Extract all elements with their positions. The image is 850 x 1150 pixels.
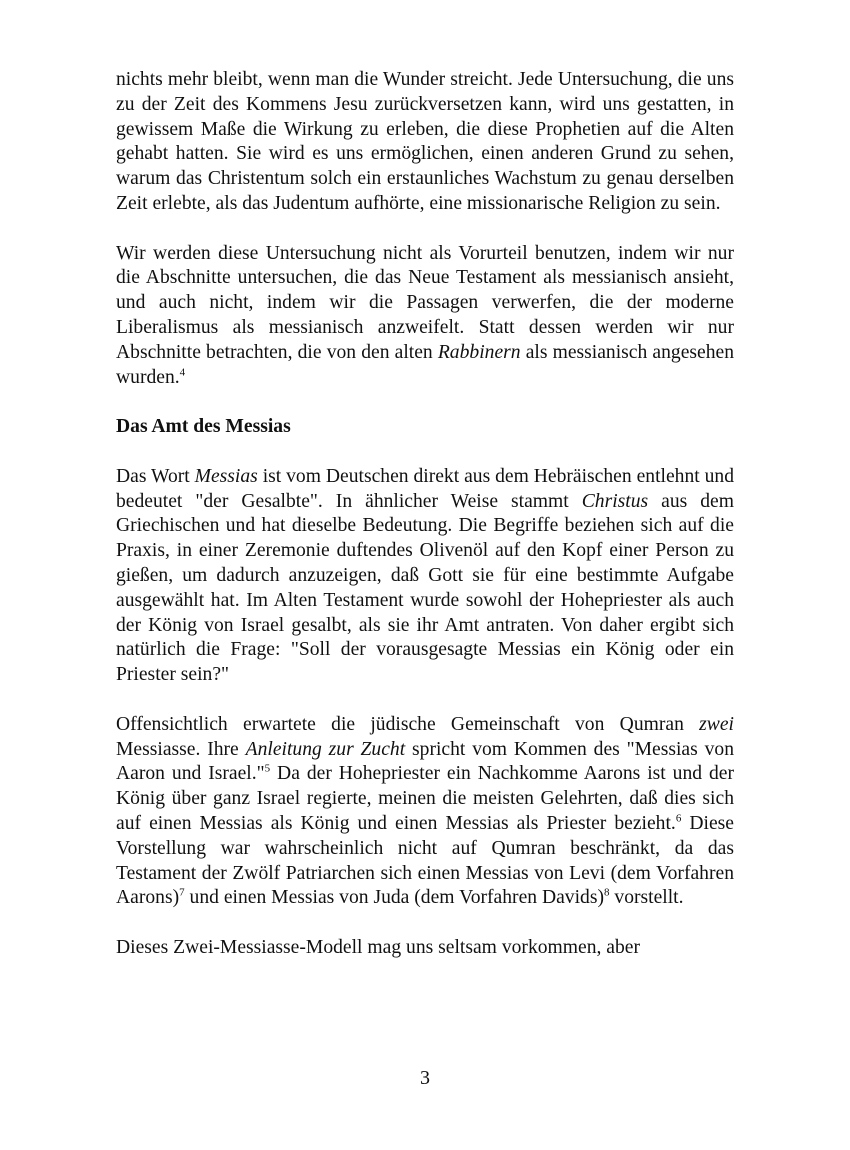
page-number: 3	[420, 1067, 430, 1089]
footnote-ref-6[interactable]: 6	[675, 812, 682, 825]
paragraph-3-text-e: aus dem Griechischen und hat dieselbe Bedeutung. Die Begriffe beziehen sich auf die Praxis, in einer Zeremonie duftendes Olivenöl auf den Kopf einer Person zu gießen, um dadurch anzuzeigen, daß Gott sie für eine bestimmte Aufgabe ausgewählt hat. Im Alten Testament wurde sowohl der Hohepriester als auch der König von Israel gesalbt, als sie ihr Amt antraten. Von daher ergibt sich natürlich die Frage: "Soll der vorausgesagte Messias ein König oder ein Priester sein?"	[116, 490, 734, 686]
paragraph-1-text: nichts mehr bleibt, wenn man die Wunder streicht. Jede Untersuchung, die uns zu der Zeit des Kommens Jesu zurückversetzen kann, wird uns gestatten, in gewissem Maße die Wirkung zu erleben, die diese Prophetien auf die Alten gehabt hatten. Sie wird es uns ermöglichen, einen anderen Grund zu sehen, warum das Christentum solch ein erstaunliches Wachstum zu genau derselben Zeit erlebte, als das Judentum aufhörte, eine missionarische Religion zu sein.	[116, 69, 734, 214]
footnote-ref-4[interactable]: 4	[179, 366, 186, 379]
paragraph-4-text-i: vorstellt.	[609, 887, 684, 909]
paragraph-3	[116, 465, 734, 688]
paragraph-4-text-f: Da der Hohepriester ein Nachkomme Aarons ist und der König über ganz Israel regierte, meinen die meisten Gelehrten, daß dies sich auf einen Messias als König und einen Messias als Priester bezieht.	[116, 763, 735, 834]
paragraph-4-text-a: Offensichtlich erwartete die jüdische Gemeinschaft von Qumran	[116, 713, 700, 735]
paragraph-2-italic-rabbinern: Rabbinern	[437, 341, 521, 363]
document-page	[116, 68, 734, 961]
footnote-ref-5[interactable]: 5	[264, 762, 271, 775]
footnote-ref-7[interactable]: 7	[179, 886, 185, 899]
footnote-ref-8[interactable]: 8	[604, 886, 610, 899]
paragraph-4-italic-anleitung: Anleitung zur Zucht	[245, 738, 406, 760]
paragraph-4-text-e: spricht vom Kommen des "Messias von Aaron und Israel."	[116, 738, 734, 785]
paragraph-5-text: Dieses Zwei-Messiasse-Modell mag uns seltsam vorkommen, aber	[116, 936, 641, 958]
paragraph-3-text-a: Das Wort	[116, 465, 195, 487]
section-heading: Das Amt des Messias	[116, 416, 291, 438]
paragraph-2	[116, 242, 734, 391]
paragraph-1	[116, 68, 734, 217]
paragraph-3-italic-messias: Messias	[194, 465, 258, 487]
paragraph-3-text-c: ist vom Deutschen direkt aus dem Hebräischen entlehnt und bedeutet "der Gesalbte". In ähnlicher Weise stammt	[116, 465, 734, 512]
paragraph-4-text-g: Diese Vorstellung war wahrscheinlich nicht auf Qumran beschränkt, da das Testament der Zwölf Patriarchen sich einen Messias von Levi (dem Vorfahren Aarons)	[116, 812, 734, 909]
paragraph-2-text-a: Wir werden diese Untersuchung nicht als Vorurteil benutzen, indem wir nur die Abschnitte untersuchen, die das Neue Testament als messianisch ansieht, und auch nicht, indem wir die Passagen verwerfen, die der moderne Liberalismus als messianisch anzweifelt. Statt dessen werden wir nur Abschnitte betrachten, die von den alten	[116, 242, 734, 363]
paragraph-4-text-c: Messiasse. Ihre	[116, 738, 246, 760]
paragraph-5	[116, 936, 734, 961]
paragraph-3-italic-christus: Christus	[581, 490, 649, 512]
paragraph-4-text-h: und einen Messias von Juda (dem Vorfahren Davids)	[184, 887, 604, 909]
paragraph-4-italic-zwei: zwei	[699, 713, 734, 735]
paragraph-2-text-c: als messianisch angesehen wurden.	[116, 341, 734, 388]
paragraph-4	[116, 713, 734, 911]
